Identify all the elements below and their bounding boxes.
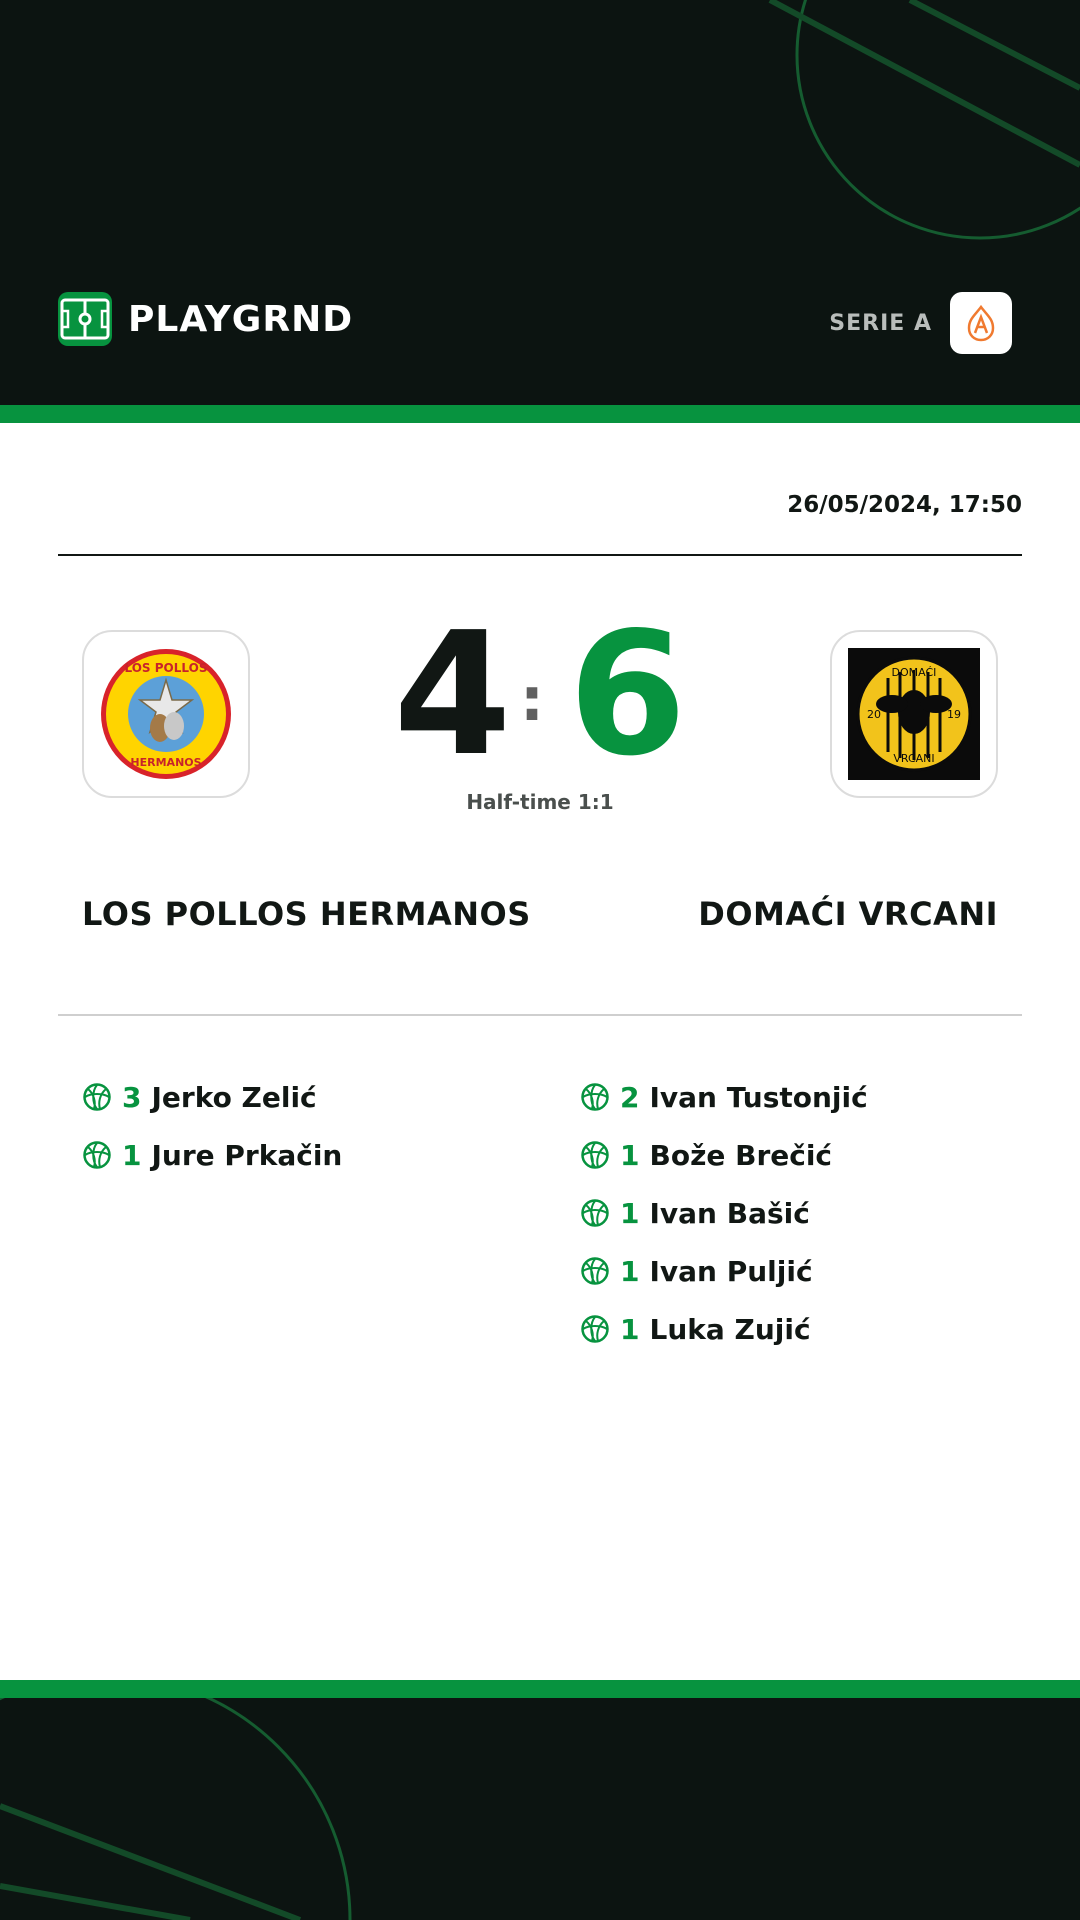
player-name[interactable]: Ivan Tustonjić xyxy=(649,1080,868,1114)
goal-count: 1 xyxy=(620,1138,640,1172)
ball-icon xyxy=(580,1256,610,1286)
scorer-row xyxy=(82,1126,342,1184)
divider xyxy=(58,1014,1022,1016)
scorer-row xyxy=(580,1184,868,1242)
match-datetime: 26/05/2024, 17:50 xyxy=(787,492,1022,518)
header-band xyxy=(0,0,1080,405)
league-logo-icon xyxy=(950,292,1012,354)
ball-icon xyxy=(580,1314,610,1344)
scorer-row xyxy=(580,1242,868,1300)
away-team-name[interactable]: DOMAĆI VRCANI xyxy=(698,895,998,933)
footer-band xyxy=(0,1698,1080,1920)
player-name[interactable]: Ivan Puljić xyxy=(649,1254,813,1288)
brand-name: PLAYGRND xyxy=(128,298,354,340)
goal-count: 1 xyxy=(620,1254,640,1288)
svg-text:VRCANI: VRCANI xyxy=(893,752,935,765)
goal-count: 2 xyxy=(620,1080,640,1114)
player-name[interactable]: Ivan Bašić xyxy=(649,1196,810,1230)
scorer-row xyxy=(580,1126,868,1184)
brand[interactable] xyxy=(58,292,353,346)
svg-text:20: 20 xyxy=(867,708,881,721)
ball-icon xyxy=(82,1082,112,1112)
goal-count: 1 xyxy=(122,1138,142,1172)
score-separator: : xyxy=(520,665,544,735)
goal-count: 1 xyxy=(620,1196,640,1230)
footer-accent-stripe xyxy=(0,1680,1080,1698)
svg-text:LOS POLLOS: LOS POLLOS xyxy=(124,661,208,675)
away-score: 6 xyxy=(568,596,687,794)
domaci-vrcani-logo-icon xyxy=(848,648,980,780)
scorer-row xyxy=(580,1068,868,1126)
svg-text:HERMANOS: HERMANOS xyxy=(130,756,202,769)
pitch-icon xyxy=(58,292,112,346)
player-name[interactable]: Jure Prkačin xyxy=(151,1138,343,1172)
scorer-row xyxy=(82,1068,342,1126)
ball-icon xyxy=(82,1140,112,1170)
home-scorers-list xyxy=(82,1068,342,1184)
pitch-decoration xyxy=(0,1698,1080,1920)
goal-count: 1 xyxy=(620,1312,640,1346)
home-team-name[interactable]: LOS POLLOS HERMANOS xyxy=(82,895,531,933)
header-accent-stripe xyxy=(0,405,1080,423)
league[interactable] xyxy=(829,292,1012,354)
home-team-crest[interactable] xyxy=(82,630,250,798)
goal-count: 3 xyxy=(122,1080,142,1114)
away-team-crest[interactable] xyxy=(830,630,998,798)
halftime-score: Half-time 1:1 xyxy=(466,790,614,814)
divider xyxy=(58,554,1022,556)
league-name: SERIE A xyxy=(829,310,932,336)
home-score: 4 xyxy=(393,596,512,794)
ball-icon xyxy=(580,1140,610,1170)
ball-icon xyxy=(580,1198,610,1228)
scoreboard xyxy=(390,596,690,794)
player-name[interactable]: Jerko Zelić xyxy=(151,1080,317,1114)
scorer-row xyxy=(580,1300,868,1358)
svg-text:DOMAĆI: DOMAĆI xyxy=(891,666,937,679)
los-pollos-logo-icon xyxy=(100,648,232,780)
away-scorers-list xyxy=(580,1068,868,1358)
ball-icon xyxy=(580,1082,610,1112)
player-name[interactable]: Luka Zujić xyxy=(649,1312,811,1346)
player-name[interactable]: Bože Brečić xyxy=(649,1138,833,1172)
svg-text:19: 19 xyxy=(947,708,961,721)
